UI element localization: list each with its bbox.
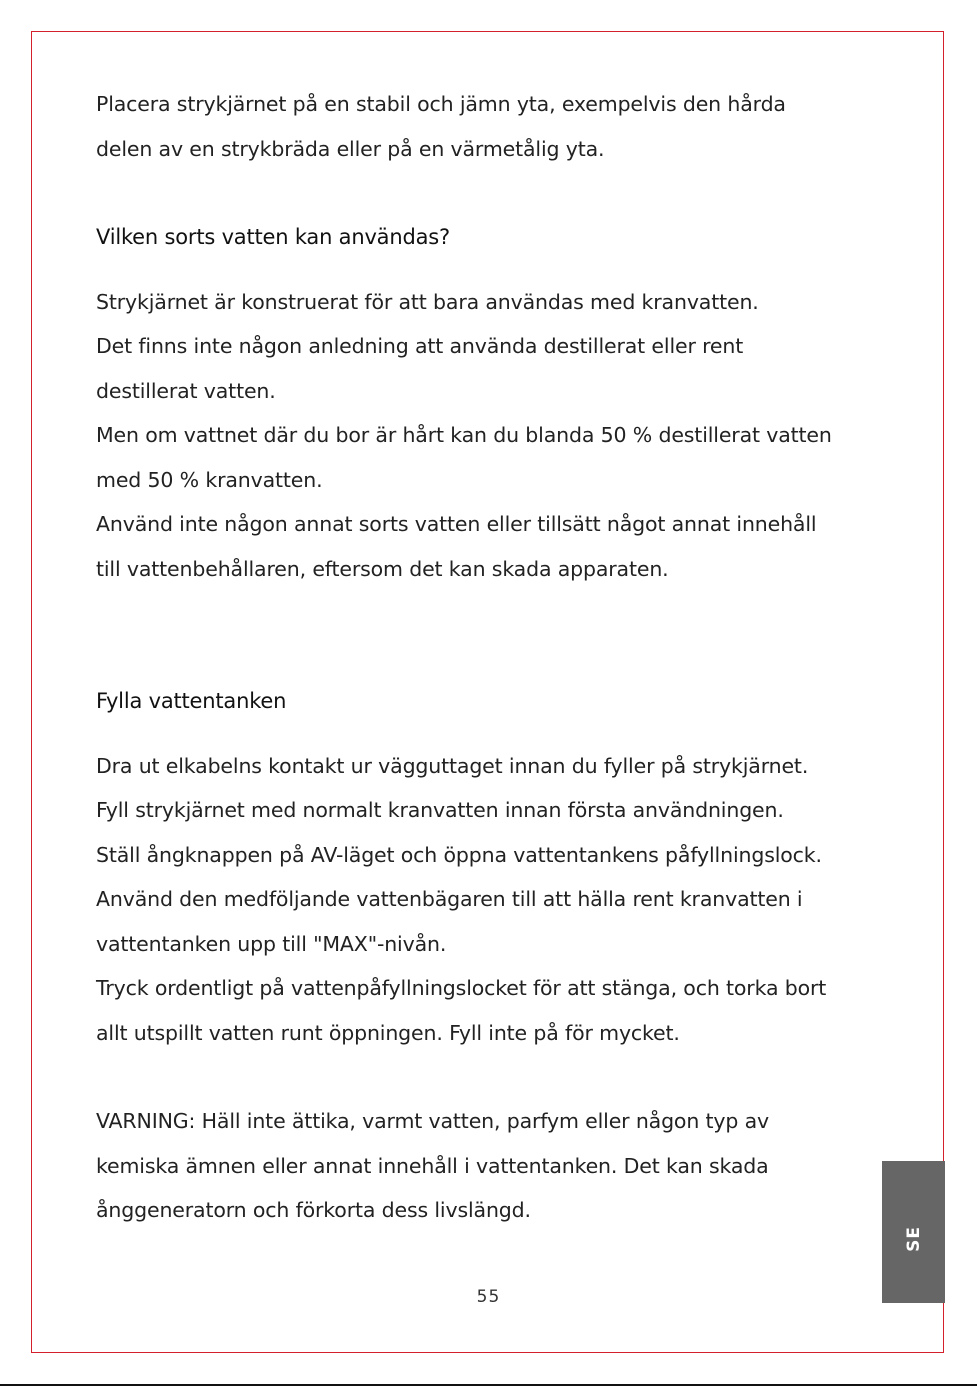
text-line: med 50 % kranvatten. xyxy=(96,467,323,492)
text-line: Använd den medföljande vattenbägaren till att hälla rent kranvatten i xyxy=(96,887,803,911)
fill-paragraph xyxy=(96,744,896,1056)
text-line: Dra ut elkabelns kontakt ur vägguttaget innan du fyller på strykjärnet. xyxy=(96,753,809,778)
text-line: Placera strykjärnet på en stabil och jämn yta, exempelvis den hårda xyxy=(96,92,786,116)
bottom-divider xyxy=(0,1384,977,1386)
text-line: delen av en strykbräda eller på en värmetålig yta. xyxy=(96,136,605,161)
section-heading-water: Vilken sorts vatten kan användas? xyxy=(96,225,450,249)
text-line: Använd inte någon annat sorts vatten eller tillsätt något annat innehåll xyxy=(96,512,817,536)
text-line: Strykjärnet är konstruerat för att bara användas med kranvatten. xyxy=(96,289,759,314)
text-line: Ställ ångknappen på AV-läget och öppna vattentankens påfyllningslock. xyxy=(96,842,822,867)
text-line: Fyll strykjärnet med normalt kranvatten innan första användningen. xyxy=(96,798,784,822)
section-heading-fill: Fylla vattentanken xyxy=(96,689,287,713)
language-tab-label: SE xyxy=(903,1226,924,1252)
page-number: 55 xyxy=(476,1287,501,1307)
text-line: ånggeneratorn och förkorta dess livslängd. xyxy=(96,1198,531,1222)
intro-paragraph xyxy=(96,82,896,171)
text-line: Tryck ordentligt på vattenpåfyllningslocket för att stänga, och torka bort xyxy=(96,976,827,1000)
text-line: vattentanken upp till "MAX"-nivån. xyxy=(96,931,447,956)
warning-paragraph xyxy=(96,1099,896,1233)
text-line: destillerat vatten. xyxy=(96,378,276,403)
text-line: Det finns inte någon anledning att använda destillerat eller rent xyxy=(96,334,744,358)
text-line: Men om vattnet där du bor är hårt kan du blanda 50 % destillerat vatten xyxy=(96,423,832,447)
water-paragraph xyxy=(96,280,896,592)
manual-content xyxy=(96,82,896,1233)
text-line: VARNING: Häll inte ättika, varmt vatten, parfym eller någon typ av xyxy=(96,1109,770,1133)
text-line: allt utspillt vatten runt öppningen. Fyll inte på för mycket. xyxy=(96,1020,680,1045)
text-line: till vattenbehållaren, eftersom det kan skada apparaten. xyxy=(96,556,669,581)
language-tab xyxy=(882,1161,945,1303)
text-line: kemiska ämnen eller annat innehåll i vattentanken. Det kan skada xyxy=(96,1153,769,1178)
